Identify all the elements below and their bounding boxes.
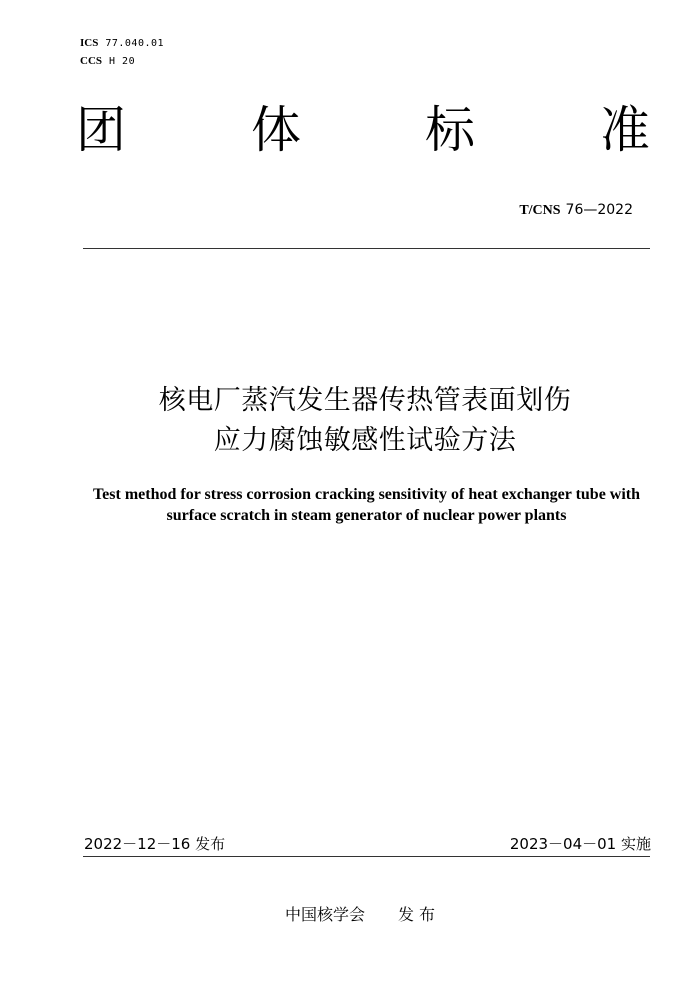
standard-type-char-3: 标 bbox=[425, 101, 475, 159]
ccs-value: H 20 bbox=[109, 56, 136, 67]
header-divider bbox=[83, 248, 650, 249]
standard-number bbox=[519, 201, 633, 220]
standard-number-prefix: T/CNS bbox=[519, 203, 561, 218]
title-en-line-1: Test method for stress corrosion cracking sensitivity of heat exchanger tube with bbox=[92, 486, 641, 503]
standard-type-char-4: 准 bbox=[600, 101, 650, 159]
standard-type-char-2: 体 bbox=[251, 101, 301, 159]
ics-line bbox=[80, 36, 164, 50]
standard-type-char-1: 团 bbox=[76, 101, 126, 159]
implement-date: 2023－04－01 实施 bbox=[509, 835, 651, 853]
title-en-line-2: surface scratch in steam generator of nuclear power plants bbox=[166, 507, 567, 524]
standard-number-value: 76—2022 bbox=[565, 202, 633, 218]
publisher-action: 发 布 bbox=[397, 905, 436, 924]
publisher-line bbox=[0, 904, 700, 926]
ccs-line bbox=[80, 54, 135, 68]
title-cn-line-1: 核电厂蒸汽发生器传热管表面划伤 bbox=[158, 385, 572, 416]
issue-date: 2022－12－16 发布 bbox=[84, 835, 226, 853]
title-cn-line-2: 应力腐蚀敏感性试验方法 bbox=[213, 425, 517, 456]
publisher-name: 中国核学会 bbox=[284, 905, 365, 924]
ics-value: 77.040.01 bbox=[105, 38, 165, 49]
ics-label: ICS bbox=[80, 37, 99, 49]
ccs-label: CCS bbox=[80, 55, 103, 67]
footer-divider bbox=[83, 856, 650, 857]
